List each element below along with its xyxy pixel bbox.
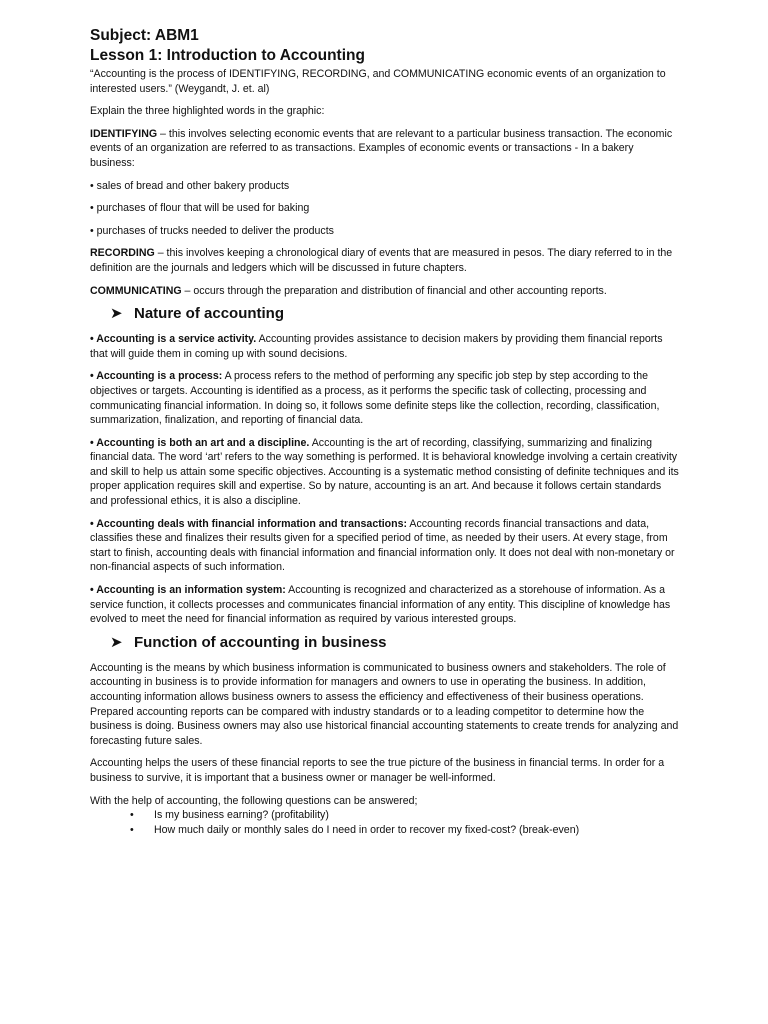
recording-text: – this involves keeping a chronological diary of events that are measured in pesos. The diary referred to in the definition are the journals and ledgers which will be discussed in future chapters. (90, 247, 673, 274)
nature-item (90, 517, 680, 575)
function-paragraph: Accounting helps the users of these financial reports to see the true picture of the business in financial terms. In order for a business to survive, it is important that a business owner or manager be well-informed. (90, 757, 665, 784)
lesson-title: Lesson 1: Introduction to Accounting (90, 47, 365, 64)
example-item: • purchases of trucks needed to deliver the products (90, 224, 334, 237)
communicating-paragraph (90, 284, 680, 299)
nature-item-lead: • Accounting is both an art and a discipline. (90, 436, 310, 449)
arrow-bullet-icon: ➤ (110, 633, 123, 651)
communicating-text: – occurs through the preparation and distribution of financial and other accounting reports. (181, 284, 607, 297)
nature-item-text: Accounting is the art of recording, classifying, summarizing and finalizing financial data. The word ‘art’ refers to the way something is performed. It is behavioral knowledge involving a certain creativity and skill to help us attain some specific objectives. Accounting is a systematic method consisting of definite techniques and its proper application requires skill and expertise. So by nature, accounting is an art. And because it follows certain standards and professional ethics, it is also a discipline. (90, 436, 679, 508)
nature-item-lead: • Accounting is an information system: (90, 584, 286, 597)
nature-item-text: Accounting records financial transactions and data, classifies these and finalizes their results given for a specified period of time, as needed by their users. At every stage, from start to finish, accounting deals with financial information and financial information only. It does not deal with non-monetary or non-financial aspects of such information. (90, 517, 675, 574)
document-page (90, 26, 680, 837)
example-item: • purchases of flour that will be used for baking (90, 202, 310, 215)
identifying-text: – this involves selecting economic events that are relevant to a particular business transaction. The economic events of an organization are referred to as transactions. Examples of economic events or transactions - In a bakery business: (90, 127, 673, 169)
nature-heading (90, 304, 680, 324)
function-paragraph: Accounting is the means by which business information is communicated to business owners and stakeholders. The role of accounting in business is to provide information for managers and owners to use in operating the business. In addition, accounting information allows business owners to assess the efficiency and effectiveness of their business operations. Prepared accounting reports can be compared with industry standards or to a leading competitor to determine how the business is doing. Business owners may also use historical financial accounting statements to create trends for analyzing and forecasting future sales. (90, 661, 679, 747)
identifying-paragraph (90, 127, 680, 171)
example-item: • sales of bread and other bakery products (90, 179, 290, 192)
questions-list (90, 808, 680, 837)
nature-item-text: Accounting is recognized and characterized as a storehouse of information. As a service function, it collects processes and communicates financial information of any entity. This discipline of knowledge has evolved to meet the need for financial information as required by various interested groups. (90, 584, 671, 626)
recording-paragraph (90, 246, 680, 275)
nature-item (90, 332, 680, 361)
communicating-term: COMMUNICATING (90, 284, 182, 297)
nature-item (90, 583, 680, 627)
subject-title: Subject: ABM1 (90, 27, 199, 44)
question-item (130, 823, 680, 838)
nature-heading-text: Nature of accounting (134, 305, 285, 323)
nature-item (90, 436, 680, 509)
nature-item-text: A process refers to the method of performing any specific job step by step according to the objectives or targets. Accounting is identified as a process, as it performs the specific task of collecting, processing and communicating financial information. In doing so, it follows some definite steps like the collection, recording, classification, summarization, finalization, and reporting of financial data. (90, 370, 660, 427)
identifying-term: IDENTIFYING (90, 127, 158, 140)
definition-quote: “Accounting is the process of IDENTIFYING, RECORDING, and COMMUNICATING economic events of an organization to interested users.” (Weygandt, J. et. al) (90, 68, 666, 95)
recording-term: RECORDING (90, 247, 155, 260)
nature-item-text: Accounting provides assistance to decision makers by providing them financial reports that will guide them in coming up with sound decisions. (90, 333, 663, 360)
arrow-bullet-icon: ➤ (110, 305, 123, 323)
nature-item (90, 369, 680, 427)
function-heading (90, 633, 680, 653)
function-paragraph: With the help of accounting, the following questions can be answered; (90, 794, 418, 807)
bullet-dot-icon: • (130, 809, 134, 822)
question-item (130, 808, 680, 823)
instruction-text: Explain the three highlighted words in the graphic: (90, 105, 325, 118)
bullet-dot-icon: • (130, 823, 134, 836)
nature-item-lead: • Accounting is a process: (90, 370, 223, 383)
function-heading-text: Function of accounting in business (134, 633, 387, 651)
question-text: Is my business earning? (profitability) (154, 809, 329, 822)
nature-item-lead: • Accounting deals with financial information and transactions: (90, 517, 408, 530)
nature-item-lead: • Accounting is a service activity. (90, 333, 257, 346)
question-text: How much daily or monthly sales do I need in order to recover my fixed-cost? (break-even) (154, 823, 580, 836)
